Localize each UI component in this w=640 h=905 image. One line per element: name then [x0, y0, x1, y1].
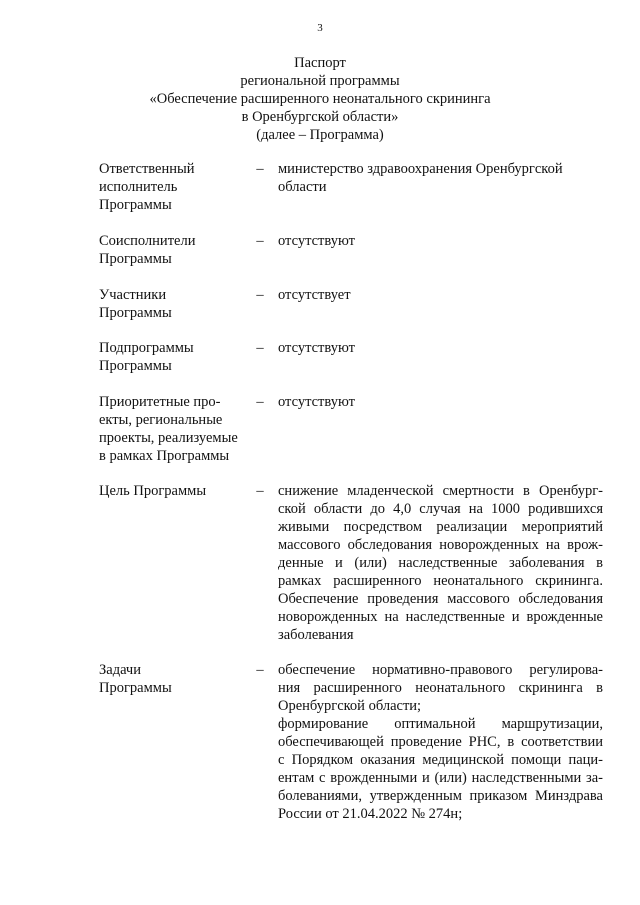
row-label — [99, 339, 249, 375]
value-line: Оренбургской области; — [278, 698, 422, 714]
row-dash: – — [256, 161, 264, 177]
label-line: Подпрограммы — [99, 340, 194, 356]
label-line: Ответственный — [99, 161, 195, 177]
row-label — [99, 160, 249, 214]
label-line: Приоритетные про- — [99, 394, 221, 410]
row-label — [99, 393, 249, 465]
value-line: рамках расширенного неонатального скрининга. — [278, 573, 603, 589]
value-line: области — [278, 179, 327, 195]
value-line: болеваниями, утвержденным приказом Минздрава — [278, 788, 603, 804]
value-line: отсутствует — [278, 287, 351, 303]
label-line: исполнитель — [99, 179, 178, 195]
row-value — [278, 339, 603, 357]
value-line: обеспечение нормативно-правового регулирова- — [278, 662, 603, 678]
value-line: новорожденных на наследственные и врожденные — [278, 609, 603, 625]
row-value — [278, 286, 603, 304]
value-line: формирование оптимальной маршрутизации, — [278, 716, 603, 732]
document-title — [0, 54, 640, 144]
value-line: отсутствуют — [278, 340, 355, 356]
row-label — [99, 482, 249, 500]
title-line: (далее – Программа) — [256, 127, 384, 143]
label-line: проекты, реализуемые — [99, 430, 238, 446]
page-number: 3 — [317, 22, 323, 34]
value-line: с Порядком оказания медицинской помощи паци- — [278, 752, 603, 768]
label-line: Программы — [99, 680, 172, 696]
row-value — [278, 661, 603, 823]
row-label — [99, 286, 249, 322]
label-line: Соисполнители — [99, 233, 196, 249]
label-line: Задачи — [99, 662, 141, 678]
value-line: массового обследования новорожденных на врож- — [278, 537, 603, 553]
value-line: отсутствуют — [278, 233, 355, 249]
row-dash: – — [256, 662, 264, 678]
label-line: Участники — [99, 287, 167, 303]
value-line: министерство здравоохранения Оренбургской — [278, 161, 563, 177]
value-line: снижение младенческой смертности в Оренбург- — [278, 483, 603, 499]
title-line: в Оренбургской области» — [241, 109, 399, 125]
row-dash: – — [256, 287, 264, 303]
value-line: ния расширенного неонатального скрининга в — [278, 680, 603, 696]
label-line: екты, региональные — [99, 412, 223, 428]
value-line: ской области до 4,0 случая на 1000 родившихся — [278, 501, 603, 517]
label-line: Программы — [99, 358, 172, 374]
title-line: «Обеспечение расширенного неонатального скрининга — [149, 91, 491, 107]
row-value — [278, 482, 603, 644]
value-line: живыми посредством реализации мероприятий — [278, 519, 603, 535]
row-value — [278, 160, 603, 196]
title-line: региональной программы — [240, 73, 400, 89]
row-value — [278, 232, 603, 250]
value-line: ентам с врожденными и (или) наследственными за- — [278, 770, 603, 786]
value-line: обеспечивающей проведение РНС, в соответствии — [278, 734, 603, 750]
label-line: Цель Программы — [99, 483, 207, 499]
value-line: Обеспечение проведения массового обследования — [278, 591, 603, 607]
label-line: Программы — [99, 251, 172, 267]
value-line: отсутствуют — [278, 394, 355, 410]
label-line: в рамках Программы — [99, 448, 230, 464]
row-dash: – — [256, 394, 264, 410]
value-line: денные и (или) наследственные заболевания в — [278, 555, 603, 571]
row-dash: – — [256, 483, 264, 499]
title-line: Паспорт — [294, 55, 346, 71]
row-value — [278, 393, 603, 411]
row-label — [99, 232, 249, 268]
value-line: заболевания — [278, 627, 354, 643]
value-line: России от 21.04.2022 № 274н; — [278, 806, 463, 822]
row-dash: – — [256, 340, 264, 356]
label-line: Программы — [99, 197, 172, 213]
row-label — [99, 661, 249, 697]
row-dash: – — [256, 233, 264, 249]
label-line: Программы — [99, 305, 172, 321]
